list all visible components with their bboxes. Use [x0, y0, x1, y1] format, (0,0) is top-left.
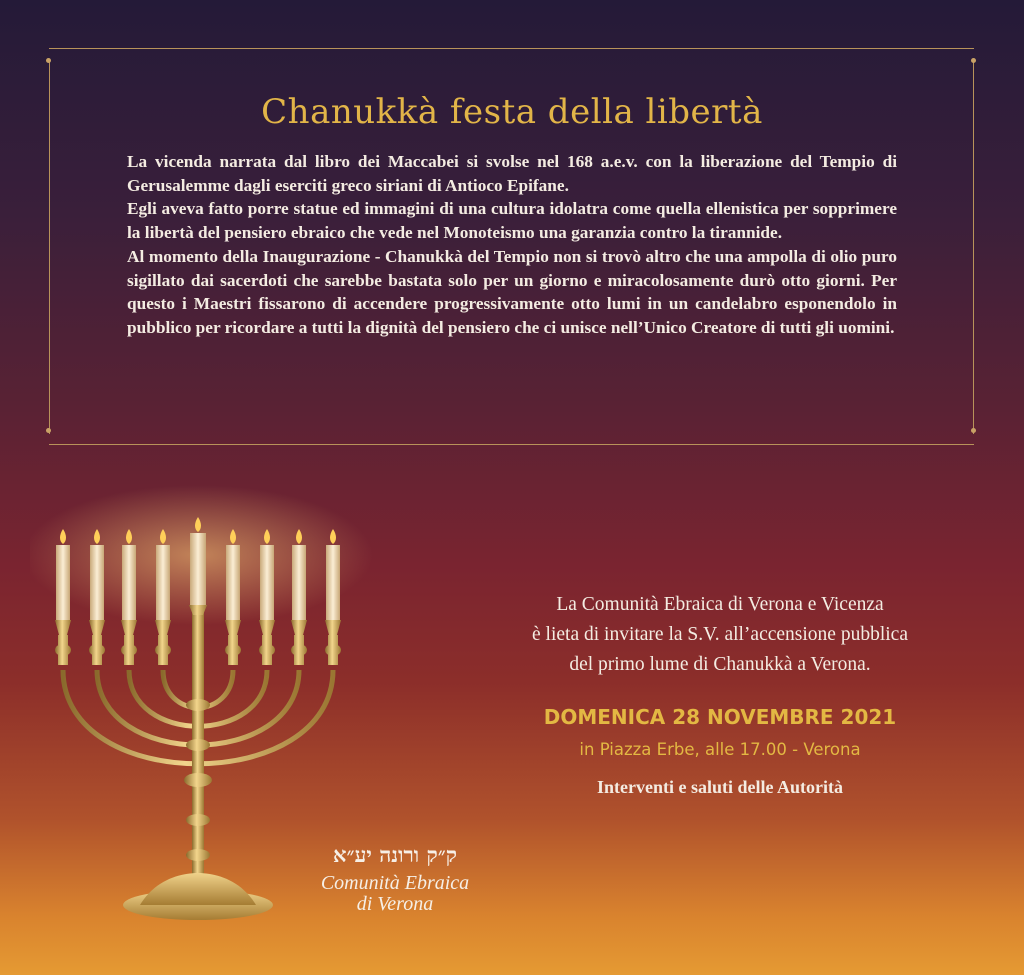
community-logo	[295, 873, 495, 915]
event-place: in Piazza Erbe, alle 17.00 - Verona	[579, 740, 861, 759]
paragraph-history: La vicenda narrata dal libro dei Maccabei si svolse nel 168 a.e.v. con la liberazione del Tempio di Gerusalemme dagli eserciti greco siriani di Antioco Epifane.	[127, 152, 897, 195]
frame-corner-dot	[46, 58, 51, 63]
community-logo-hebrew: ק״ק ורונה יע״א	[333, 842, 457, 867]
frame-corner-dot	[971, 58, 976, 63]
paragraph-miracle: Al momento della Inaugurazione - Chanukkà del Tempio non si trovò altro che una ampolla di olio puro sigillato dai sacerdoti che sarebbe bastata solo per un giorno e miracolosamente durò otto giorni. Per questo i Maestri fissarono di accendere progressivamente otto lumi in un candelabro esponendolo in pubblico per ricordare a tutti la dignità del pensiero che ci unisce nell’Unico Creatore di tutti gli uomini.	[127, 246, 897, 337]
invitation-text	[470, 590, 970, 680]
invitation-line: è lieta di invitare la S.V. all’accensione pubblica	[532, 624, 908, 645]
invitation-line: del primo lume di Chanukkà a Verona.	[569, 654, 871, 675]
logo-line: di Verona	[356, 893, 434, 915]
event-date: DOMENICA 28 NOVEMBRE 2021	[543, 705, 897, 729]
logo-line: Comunità Ebraica	[320, 872, 470, 894]
history-text	[127, 150, 897, 340]
frame-corner-dot	[971, 428, 976, 433]
paragraph-antiochus: Egli aveva fatto porre statue ed immagini di una cultura idolatra come quella ellenistica per sopprimere la libertà del pensiero ebraico che vede nel Monoteismo una garanzia contro la tirannide.	[127, 199, 897, 243]
page-title: Chanukkà festa della libertà	[261, 92, 763, 132]
event-speeches: Interventi e saluti delle Autorità	[597, 777, 843, 797]
frame-corner-dot	[46, 428, 51, 433]
invitation-line: La Comunità Ebraica di Verona e Vicenza	[556, 594, 884, 615]
